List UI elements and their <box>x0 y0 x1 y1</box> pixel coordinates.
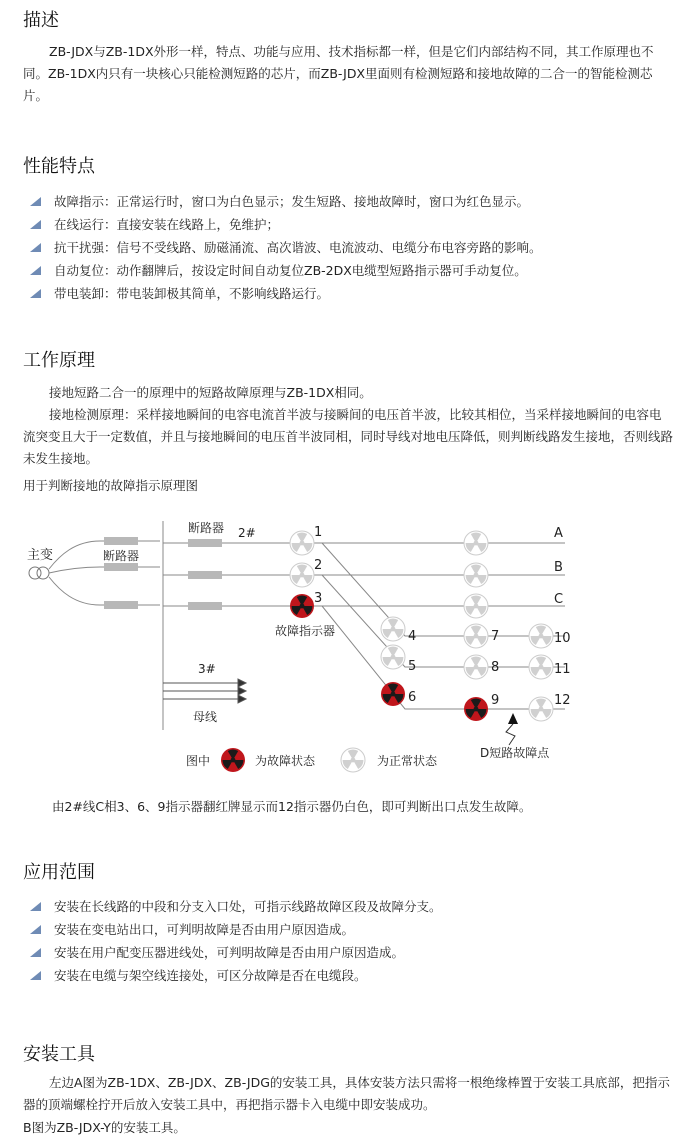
list-item-text: 安装在变电站出口，可判明故障是否由用户原因造成。 <box>54 922 355 937</box>
indicator-9 <box>464 697 488 721</box>
line-2-label: 2# <box>238 526 256 540</box>
bullet-icon <box>30 289 41 298</box>
list-item-text: 安装在用户配变压器进线处，可判明故障是否由用户原因造成。 <box>54 945 405 960</box>
list-item-text: 带电装卸：带电装卸极其简单，不影响线路运行。 <box>54 286 330 301</box>
bullet-icon <box>30 925 41 934</box>
legend-fault-icon <box>221 748 245 772</box>
features-list <box>30 190 542 305</box>
legend-prefix: 图中 <box>186 754 211 768</box>
list-item <box>30 213 542 236</box>
node-label-2: 2 <box>314 558 323 573</box>
list-item <box>30 282 542 305</box>
indicator-1 <box>290 531 314 555</box>
node-label-11: 11 <box>554 662 571 677</box>
node-label-3: 3 <box>314 591 323 606</box>
node-label-10: 10 <box>554 631 571 646</box>
phase-c-label: C <box>554 592 564 607</box>
indicator-label: 故障指示器 <box>275 624 336 638</box>
fault-point-icon <box>506 713 518 745</box>
list-item-text: 安装在长线路的中段和分支入口处，可指示线路故障区段及故障分支。 <box>54 899 442 914</box>
line-2-phases <box>163 543 565 606</box>
description-paragraph: ZB-JDX与ZB-1DX外形一样，特点、功能与应用、技术指标都一样，但是它们内部结构不同，其工作原理也不同。ZB-1DX内只有一块核心只能检测短路的芯片，而ZB-JDX里面则有检测短路和接地故障的二合一的智能检测芯片。 <box>23 44 654 103</box>
transformer-label: 主变 <box>27 548 54 563</box>
section-title-description: 描述 <box>23 10 59 31</box>
section-title-features: 性能特点 <box>23 156 95 177</box>
line-3-arrows <box>163 679 246 703</box>
list-item-text: 安装在电缆与架空线连接处，可区分故障是否在电缆段。 <box>54 968 367 983</box>
list-item <box>30 918 442 941</box>
line-3-label: 3# <box>198 662 216 676</box>
node-label-6: 6 <box>408 690 417 705</box>
bullet-icon <box>30 902 41 911</box>
indicator-3 <box>290 594 314 618</box>
breaker-right <box>188 539 222 610</box>
bullet-icon <box>30 197 41 206</box>
section-title-principle: 工作原理 <box>23 350 95 371</box>
list-item <box>30 259 542 282</box>
node-label-7: 7 <box>491 629 500 644</box>
node-label-8: 8 <box>491 660 500 675</box>
diagram-note: 由2#线C相3、6、9指示器翻红牌显示而12指示器仍白色，即可判断出口点发生故障。 <box>52 799 532 814</box>
legend-normal-label: 为正常状态 <box>377 754 438 768</box>
list-item <box>30 236 542 259</box>
indicator-4 <box>381 617 405 641</box>
node-label-5: 5 <box>408 659 417 674</box>
section-title-applications: 应用范围 <box>23 862 95 883</box>
indicator-phase-b-end <box>464 563 488 587</box>
list-item <box>30 895 442 918</box>
list-item <box>30 941 442 964</box>
bullet-icon <box>30 948 41 957</box>
indicator-12 <box>529 697 553 721</box>
breaker-right-label: 断路器 <box>188 521 225 535</box>
section-title-tools: 安装工具 <box>23 1044 95 1065</box>
node-label-1: 1 <box>314 525 323 540</box>
list-item <box>30 190 542 213</box>
indicator-8 <box>464 655 488 679</box>
indicator-phase-c-end <box>464 594 488 618</box>
list-item-text: 自动复位：动作翻牌后，按设定时间自动复位ZB-2DX电缆型短路指示器可手动复位。 <box>54 263 527 278</box>
indicator-7 <box>464 624 488 648</box>
indicator-11 <box>529 655 553 679</box>
bullet-icon <box>30 266 41 275</box>
bullet-icon <box>30 243 41 252</box>
tools-paragraph-1: 左边A图为ZB-1DX、ZB-JDX、ZB-JDG的安装工具，具体安装方法只需将一根绝缘棒置于安装工具底部，把指示器的顶端螺栓拧开后放入安装工具中，再把指示器卡入电缆中即安装成功。 <box>23 1075 670 1112</box>
node-label-4: 4 <box>408 629 417 644</box>
phase-a-label: A <box>554 526 563 541</box>
list-item <box>30 964 442 987</box>
list-item-text: 在线运行：直接安装在线路上，免维护； <box>54 217 280 232</box>
bullet-icon <box>30 971 41 980</box>
bullet-icon <box>30 220 41 229</box>
applications-list <box>30 895 442 987</box>
list-item-text: 抗干扰强：信号不受线路、励磁涌流、高次谐波、电流波动、电缆分布电容旁路的影响。 <box>54 240 542 255</box>
breaker-left-label: 断路器 <box>103 549 140 563</box>
legend-fault-label: 为故障状态 <box>255 754 316 768</box>
node-label-9: 9 <box>491 693 500 708</box>
phase-b-label: B <box>554 560 563 575</box>
indicator-phase-a-end <box>464 531 488 555</box>
principle-paragraph-2: 接地检测原理：采样接地瞬间的电容电流首半波与接瞬间的电压首半波，比较其相位，当采样接地瞬间的电容电流突变且大于一定数值，并且与接地瞬间的电压首半波同相，同时导线对地电压降低，则判断线路发生接地，否则线路未发生接地。 <box>23 407 674 466</box>
indicator-2 <box>290 563 314 587</box>
indicator-10 <box>529 624 553 648</box>
fault-point-label: D短路故障点 <box>480 746 550 760</box>
branch-lines <box>322 543 565 709</box>
principle-paragraph-1: 接地短路二合一的原理中的短路故障原理与ZB-1DX相同。 <box>49 385 372 400</box>
node-label-12: 12 <box>554 693 571 708</box>
list-item-text: 故障指示：正常运行时，窗口为白色显示；发生短路、接地故障时，窗口为红色显示。 <box>54 194 530 209</box>
diagram-caption: 用于判断接地的故障指示原理图 <box>23 478 199 493</box>
legend-normal-icon <box>341 748 365 772</box>
indicator-5 <box>381 645 405 669</box>
indicator-6 <box>381 682 405 706</box>
bus-label: 母线 <box>193 710 218 724</box>
tools-paragraph-2: B图为ZB-JDX-Y的安装工具。 <box>23 1120 186 1135</box>
fault-indicator-diagram <box>0 505 700 790</box>
breaker-left <box>104 537 138 609</box>
transformer-icon <box>29 567 49 579</box>
